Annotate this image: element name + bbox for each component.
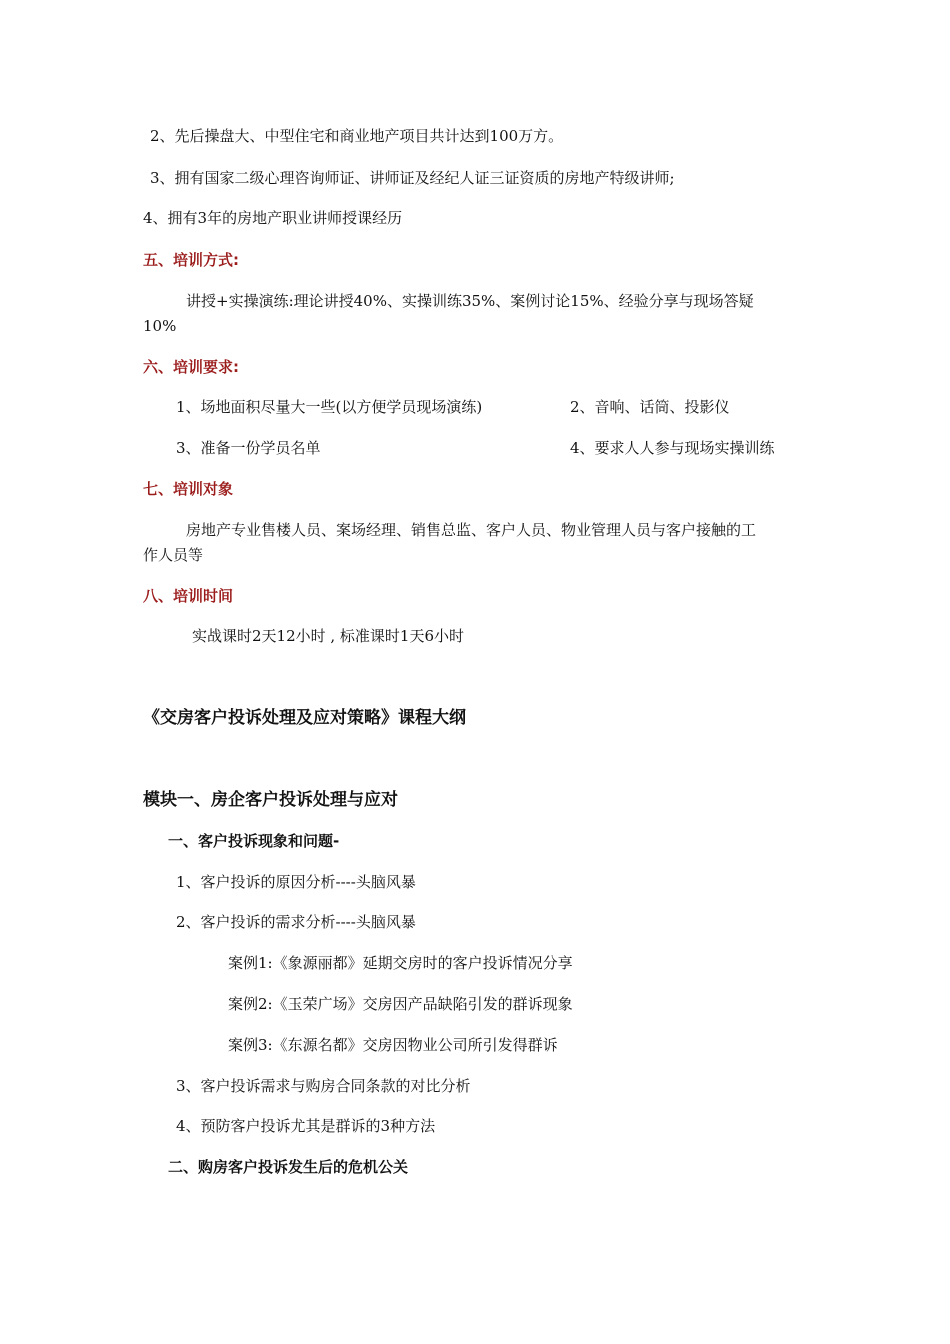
outline-item-3: 3、客户投诉需求与购房合同条款的对比分析 (176, 1077, 471, 1095)
method-text-line2: 10% (143, 317, 177, 335)
method-text-line1: 讲授+实操演练:理论讲授40%、实操训练35%、案例讨论15%、经验分享与现场答疑 (186, 292, 754, 310)
audience-text-line2: 作人员等 (143, 546, 204, 564)
case-3: 案例3:《东源名都》交房因物业公司所引发得群诉 (228, 1036, 558, 1054)
requirement-2: 2、音响、话筒、投影仪 (570, 398, 730, 416)
requirement-3: 3、准备一份学员名单 (176, 439, 321, 457)
section-heading-method: 五、培训方式: (143, 251, 239, 269)
audience-text-line1: 房地产专业售楼人员、案场经理、销售总监、客户人员、物业管理人员与客户接触的工 (186, 521, 757, 539)
module-1-heading: 模块一、房企客户投诉处理与应对 (143, 790, 398, 810)
duration-text: 实战课时2天12小时 , 标准课时1天6小时 (192, 627, 465, 645)
section-heading-requirements: 六、培训要求: (143, 358, 239, 376)
outline-section-1: 一、客户投诉现象和问题- (168, 832, 340, 850)
outline-item-4: 4、预防客户投诉尤其是群诉的3种方法 (176, 1117, 436, 1135)
section-heading-audience: 七、培训对象 (143, 480, 234, 498)
course-outline-title: 《交房客户投诉处理及应对策略》课程大纲 (143, 708, 466, 728)
instructor-item-2: 2、先后操盘大、中型住宅和商业地产项目共计达到100万方。 (150, 127, 564, 145)
requirement-1: 1、场地面积尽量大一些(以方便学员现场演练) (176, 398, 483, 416)
instructor-item-4: 4、拥有3年的房地产职业讲师授课经历 (143, 209, 403, 227)
case-1: 案例1:《象源丽都》延期交房时的客户投诉情况分享 (228, 954, 573, 972)
instructor-item-3: 3、拥有国家二级心理咨询师证、讲师证及经纪人证三证资质的房地产特级讲师; (150, 169, 675, 187)
section-heading-duration: 八、培训时间 (143, 587, 234, 605)
requirement-4: 4、要求人人参与现场实操训练 (570, 439, 775, 457)
outline-item-2: 2、客户投诉的需求分析----头脑风暴 (176, 913, 416, 931)
outline-item-1: 1、客户投诉的原因分析----头脑风暴 (176, 873, 416, 891)
outline-section-2: 二、购房客户投诉发生后的危机公关 (168, 1158, 409, 1176)
case-2: 案例2:《玉荣广场》交房因产品缺陷引发的群诉现象 (228, 995, 573, 1013)
